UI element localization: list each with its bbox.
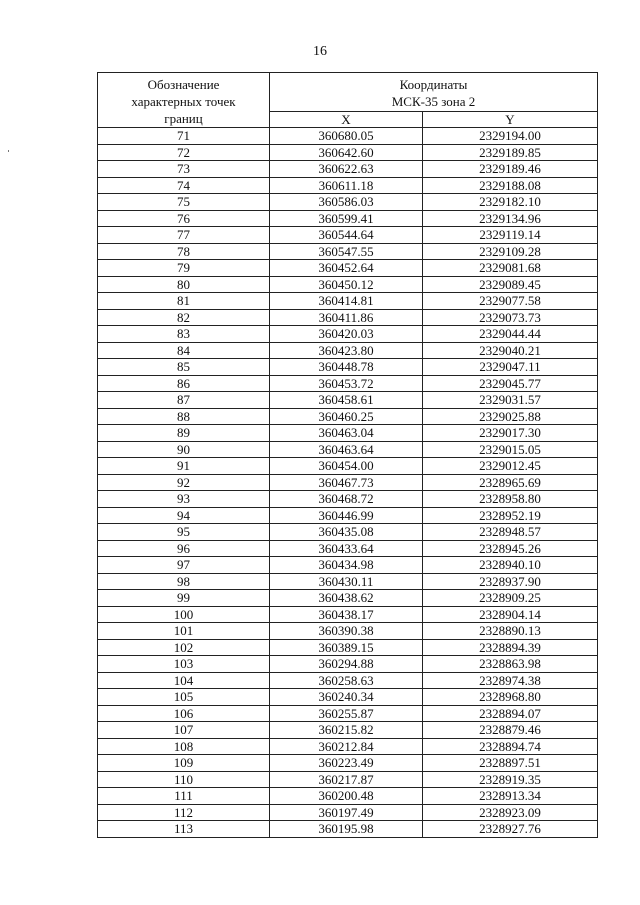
y-coordinate-cell: 2329194.00 (423, 128, 598, 145)
point-cell: 73 (98, 161, 270, 178)
point-cell: 92 (98, 474, 270, 491)
table-row (98, 573, 598, 590)
point-cell: 89 (98, 425, 270, 442)
table-row (98, 194, 598, 211)
x-coordinate-cell: 360452.64 (270, 260, 423, 277)
table-row (98, 425, 598, 442)
point-cell: 111 (98, 788, 270, 805)
x-coordinate-cell: 360642.60 (270, 144, 423, 161)
x-coordinate-cell: 360389.15 (270, 639, 423, 656)
table-row (98, 507, 598, 524)
y-coordinate-cell: 2329077.58 (423, 293, 598, 310)
coordinates-header (270, 73, 598, 112)
y-coordinate-cell: 2328863.98 (423, 656, 598, 673)
x-coordinate-cell: 360240.34 (270, 689, 423, 706)
point-cell: 85 (98, 359, 270, 376)
table-row (98, 227, 598, 244)
y-coordinate-cell: 2328890.13 (423, 623, 598, 640)
x-column-header: X (270, 112, 423, 128)
point-cell: 74 (98, 177, 270, 194)
point-header-line-1: Обозначение (147, 77, 220, 92)
coordinates-title: Координаты (399, 77, 468, 93)
table-row (98, 161, 598, 178)
x-coordinate-cell: 360611.18 (270, 177, 423, 194)
y-coordinate-cell: 2328958.80 (423, 491, 598, 508)
table-row (98, 359, 598, 376)
x-coordinate-cell: 360622.63 (270, 161, 423, 178)
point-cell: 109 (98, 755, 270, 772)
y-coordinate-cell: 2329025.88 (423, 408, 598, 425)
point-cell: 100 (98, 606, 270, 623)
x-coordinate-cell: 360430.11 (270, 573, 423, 590)
point-cell: 81 (98, 293, 270, 310)
table-row (98, 408, 598, 425)
x-coordinate-cell: 360294.88 (270, 656, 423, 673)
y-coordinate-cell: 2329189.46 (423, 161, 598, 178)
y-coordinate-cell: 2328952.19 (423, 507, 598, 524)
table-row (98, 144, 598, 161)
point-cell: 90 (98, 441, 270, 458)
y-coordinate-cell: 2329015.05 (423, 441, 598, 458)
y-coordinate-cell: 2329031.57 (423, 392, 598, 409)
x-coordinate-cell: 360223.49 (270, 755, 423, 772)
point-cell: 106 (98, 705, 270, 722)
x-coordinate-cell: 360433.64 (270, 540, 423, 557)
table-row (98, 804, 598, 821)
x-coordinate-cell: 360463.04 (270, 425, 423, 442)
y-coordinate-cell: 2328927.76 (423, 821, 598, 838)
point-cell: 75 (98, 194, 270, 211)
point-cell: 78 (98, 243, 270, 260)
point-cell: 105 (98, 689, 270, 706)
point-cell: 84 (98, 342, 270, 359)
x-coordinate-cell: 360438.17 (270, 606, 423, 623)
table-row (98, 441, 598, 458)
y-coordinate-cell: 2329073.73 (423, 309, 598, 326)
y-coordinate-cell: 2328948.57 (423, 524, 598, 541)
x-coordinate-cell: 360195.98 (270, 821, 423, 838)
x-coordinate-cell: 360599.41 (270, 210, 423, 227)
y-coordinate-cell: 2329045.77 (423, 375, 598, 392)
point-cell: 79 (98, 260, 270, 277)
point-cell: 103 (98, 656, 270, 673)
point-cell: 77 (98, 227, 270, 244)
y-coordinate-cell: 2329188.08 (423, 177, 598, 194)
x-coordinate-cell: 360414.81 (270, 293, 423, 310)
table-row (98, 128, 598, 145)
table-row (98, 491, 598, 508)
x-coordinate-cell: 360200.48 (270, 788, 423, 805)
table-row (98, 177, 598, 194)
table-row (98, 276, 598, 293)
y-coordinate-cell: 2329040.21 (423, 342, 598, 359)
point-cell: 93 (98, 491, 270, 508)
table-row (98, 392, 598, 409)
table-row (98, 557, 598, 574)
y-coordinate-cell: 2328894.07 (423, 705, 598, 722)
y-coordinate-cell: 2329047.11 (423, 359, 598, 376)
y-coordinate-cell: 2328919.35 (423, 771, 598, 788)
y-coordinate-cell: 2328904.14 (423, 606, 598, 623)
x-coordinate-cell: 360458.61 (270, 392, 423, 409)
point-cell: 95 (98, 524, 270, 541)
x-coordinate-cell: 360460.25 (270, 408, 423, 425)
coordinate-system: МСК-35 зона 2 (391, 94, 476, 110)
table-row (98, 342, 598, 359)
x-coordinate-cell: 360680.05 (270, 128, 423, 145)
y-coordinate-cell: 2328879.46 (423, 722, 598, 739)
y-coordinate-cell: 2328897.51 (423, 755, 598, 772)
table-row (98, 474, 598, 491)
point-cell: 71 (98, 128, 270, 145)
table-row (98, 755, 598, 772)
y-coordinate-cell: 2328913.34 (423, 788, 598, 805)
y-coordinate-cell: 2328937.90 (423, 573, 598, 590)
table-row (98, 293, 598, 310)
y-coordinate-cell: 2328974.38 (423, 672, 598, 689)
point-cell: 108 (98, 738, 270, 755)
table-row (98, 210, 598, 227)
point-cell: 76 (98, 210, 270, 227)
table-row (98, 771, 598, 788)
x-coordinate-cell: 360453.72 (270, 375, 423, 392)
x-coordinate-cell: 360197.49 (270, 804, 423, 821)
point-cell: 102 (98, 639, 270, 656)
point-cell: 99 (98, 590, 270, 607)
y-coordinate-cell: 2328894.74 (423, 738, 598, 755)
x-coordinate-cell: 360411.86 (270, 309, 423, 326)
y-column-header: Y (423, 112, 598, 128)
point-header-line-3: границ (164, 111, 203, 126)
table-row (98, 623, 598, 640)
table-row (98, 260, 598, 277)
table-row (98, 524, 598, 541)
y-coordinate-cell: 2329012.45 (423, 458, 598, 475)
table-row (98, 821, 598, 838)
x-coordinate-cell: 360438.62 (270, 590, 423, 607)
point-cell: 107 (98, 722, 270, 739)
table-row (98, 788, 598, 805)
x-coordinate-cell: 360547.55 (270, 243, 423, 260)
point-cell: 88 (98, 408, 270, 425)
x-coordinate-cell: 360215.82 (270, 722, 423, 739)
y-coordinate-cell: 2329182.10 (423, 194, 598, 211)
point-cell: 72 (98, 144, 270, 161)
point-header-line-2: характерных точек (131, 94, 236, 109)
x-coordinate-cell: 360544.64 (270, 227, 423, 244)
point-cell: 113 (98, 821, 270, 838)
x-coordinate-cell: 360420.03 (270, 326, 423, 343)
y-coordinate-cell: 2329109.28 (423, 243, 598, 260)
table-row (98, 309, 598, 326)
x-coordinate-cell: 360434.98 (270, 557, 423, 574)
x-coordinate-cell: 360258.63 (270, 672, 423, 689)
table-row (98, 738, 598, 755)
x-coordinate-cell: 360390.38 (270, 623, 423, 640)
y-coordinate-cell: 2328940.10 (423, 557, 598, 574)
point-cell: 104 (98, 672, 270, 689)
y-coordinate-cell: 2329089.45 (423, 276, 598, 293)
x-coordinate-cell: 360467.73 (270, 474, 423, 491)
point-cell: 112 (98, 804, 270, 821)
y-coordinate-cell: 2328894.39 (423, 639, 598, 656)
x-coordinate-cell: 360454.00 (270, 458, 423, 475)
y-coordinate-cell: 2329189.85 (423, 144, 598, 161)
x-coordinate-cell: 360448.78 (270, 359, 423, 376)
x-coordinate-cell: 360435.08 (270, 524, 423, 541)
point-cell: 94 (98, 507, 270, 524)
x-coordinate-cell: 360586.03 (270, 194, 423, 211)
y-coordinate-cell: 2328965.69 (423, 474, 598, 491)
point-cell: 98 (98, 573, 270, 590)
x-coordinate-cell: 360217.87 (270, 771, 423, 788)
y-coordinate-cell: 2329081.68 (423, 260, 598, 277)
point-cell: 96 (98, 540, 270, 557)
table-row (98, 672, 598, 689)
table-row (98, 689, 598, 706)
x-coordinate-cell: 360468.72 (270, 491, 423, 508)
scan-mark (8, 150, 9, 152)
point-cell: 97 (98, 557, 270, 574)
point-cell: 87 (98, 392, 270, 409)
table-row (98, 705, 598, 722)
y-coordinate-cell: 2328909.25 (423, 590, 598, 607)
point-cell: 83 (98, 326, 270, 343)
point-cell: 91 (98, 458, 270, 475)
y-coordinate-cell: 2328923.09 (423, 804, 598, 821)
x-coordinate-cell: 360446.99 (270, 507, 423, 524)
x-coordinate-cell: 360212.84 (270, 738, 423, 755)
table-row (98, 243, 598, 260)
table-row (98, 639, 598, 656)
y-coordinate-cell: 2328968.80 (423, 689, 598, 706)
y-coordinate-cell: 2329119.14 (423, 227, 598, 244)
table-row (98, 326, 598, 343)
y-coordinate-cell: 2329017.30 (423, 425, 598, 442)
x-coordinate-cell: 360463.64 (270, 441, 423, 458)
x-coordinate-cell: 360423.80 (270, 342, 423, 359)
table-row (98, 590, 598, 607)
y-coordinate-cell: 2329044.44 (423, 326, 598, 343)
x-coordinate-cell: 360450.12 (270, 276, 423, 293)
table-row (98, 722, 598, 739)
point-cell: 86 (98, 375, 270, 392)
table-body (98, 128, 598, 838)
table-row (98, 458, 598, 475)
table-row (98, 656, 598, 673)
y-coordinate-cell: 2328945.26 (423, 540, 598, 557)
coordinates-table (97, 72, 598, 838)
table-row (98, 375, 598, 392)
page-number: 16 (313, 44, 327, 59)
x-coordinate-cell: 360255.87 (270, 705, 423, 722)
point-cell: 101 (98, 623, 270, 640)
point-cell: 110 (98, 771, 270, 788)
table-row (98, 540, 598, 557)
y-coordinate-cell: 2329134.96 (423, 210, 598, 227)
point-cell: 80 (98, 276, 270, 293)
point-designation-header (98, 73, 270, 128)
point-cell: 82 (98, 309, 270, 326)
table-row (98, 606, 598, 623)
